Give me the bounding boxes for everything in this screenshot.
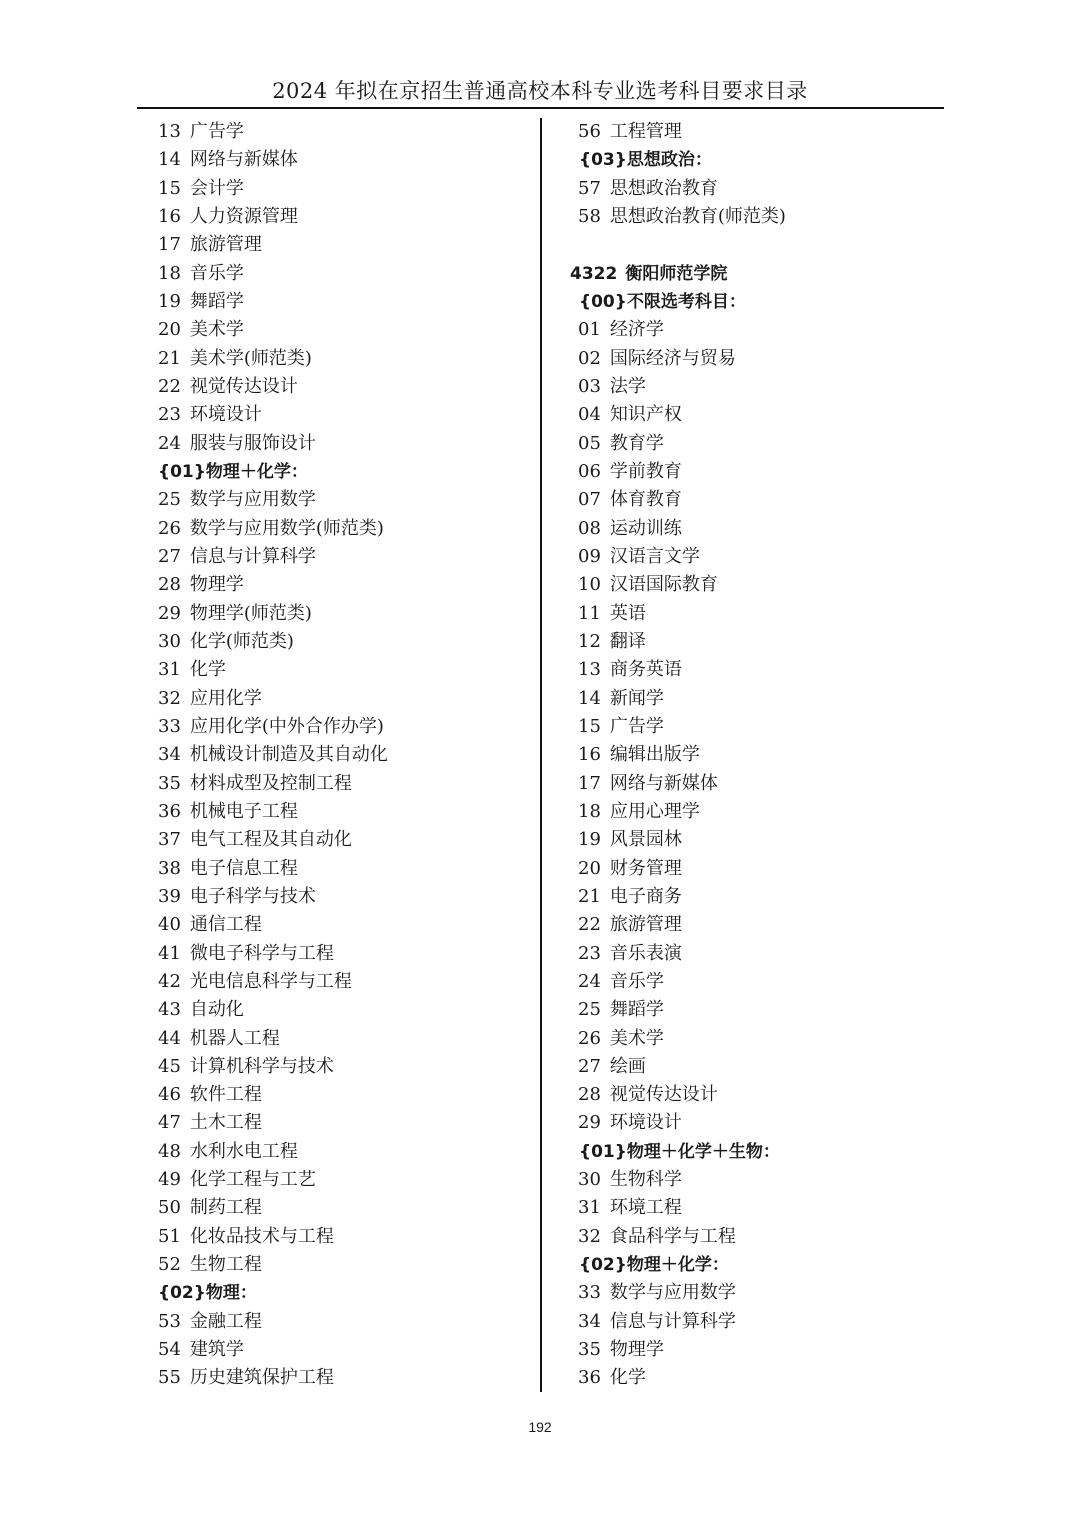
major-name: 历史建筑保护工程 xyxy=(189,1367,334,1389)
major-number: 16 xyxy=(158,205,181,227)
major-name: 思想政治教育 xyxy=(609,177,718,199)
page-number: 192 xyxy=(528,1419,552,1435)
major-name: 软件工程 xyxy=(189,1084,262,1106)
major-entry xyxy=(158,940,528,968)
major-entry xyxy=(570,1109,950,1137)
subject-group-heading: {01}物理＋化学＋生物： xyxy=(579,1141,780,1162)
major-name: 汉语言文学 xyxy=(609,545,700,567)
major-name: 经济学 xyxy=(609,319,664,341)
major-entry xyxy=(158,288,528,316)
major-entry xyxy=(158,345,528,373)
major-entry xyxy=(158,883,528,911)
major-entry xyxy=(570,911,950,939)
major-name: 音乐表演 xyxy=(609,942,682,964)
major-entry xyxy=(570,1223,950,1251)
major-entry xyxy=(158,1053,528,1081)
major-number: 22 xyxy=(578,914,601,936)
major-name: 自动化 xyxy=(189,999,244,1021)
major-name: 材料成型及控制工程 xyxy=(189,772,352,794)
major-name: 物理学(师范类) xyxy=(189,602,312,624)
major-entry xyxy=(570,996,950,1024)
major-number: 46 xyxy=(158,1084,181,1106)
major-entry xyxy=(570,515,950,543)
major-number: 25 xyxy=(158,489,181,511)
major-entry xyxy=(158,600,528,628)
major-entry xyxy=(570,685,950,713)
major-number: 29 xyxy=(158,602,181,624)
school-code: 4322 xyxy=(570,263,618,284)
major-entry xyxy=(570,203,950,231)
major-entry xyxy=(570,486,950,514)
major-name: 舞蹈学 xyxy=(189,290,244,312)
major-number: 14 xyxy=(578,687,601,709)
major-name: 音乐学 xyxy=(609,970,664,992)
major-entry xyxy=(570,1364,950,1392)
major-entry xyxy=(158,1025,528,1053)
major-entry xyxy=(158,911,528,939)
major-number: 31 xyxy=(578,1197,601,1219)
major-entry xyxy=(570,600,950,628)
major-number: 27 xyxy=(578,1055,601,1077)
major-entry xyxy=(158,1336,528,1364)
major-number: 42 xyxy=(158,970,181,992)
major-entry xyxy=(570,1308,950,1336)
major-number: 21 xyxy=(158,347,181,369)
major-number: 18 xyxy=(578,800,601,822)
major-name: 绘画 xyxy=(609,1055,646,1077)
major-name: 化妆品技术与工程 xyxy=(189,1225,334,1247)
title-rule xyxy=(137,107,944,109)
major-number: 16 xyxy=(578,744,601,766)
major-name: 旅游管理 xyxy=(609,914,682,936)
major-number: 06 xyxy=(578,460,601,482)
major-number: 53 xyxy=(158,1310,181,1332)
major-entry xyxy=(158,1251,528,1279)
major-entry xyxy=(570,458,950,486)
major-entry xyxy=(570,543,950,571)
major-entry xyxy=(158,1364,528,1392)
major-name: 思想政治教育(师范类) xyxy=(609,205,786,227)
major-entry xyxy=(570,430,950,458)
subject-group-heading: {01}物理＋化学： xyxy=(158,461,308,482)
major-number: 15 xyxy=(158,177,181,199)
major-name: 汉语国际教育 xyxy=(609,574,718,596)
major-entry xyxy=(570,798,950,826)
major-name: 电气工程及其自动化 xyxy=(189,829,352,851)
major-name: 应用化学(中外合作办学) xyxy=(189,715,384,737)
major-name: 微电子科学与工程 xyxy=(189,942,334,964)
major-number: 26 xyxy=(158,517,181,539)
major-name: 教育学 xyxy=(609,432,664,454)
major-number: 24 xyxy=(578,970,601,992)
major-name: 信息与计算科学 xyxy=(189,545,316,567)
major-number: 39 xyxy=(158,885,181,907)
major-number: 43 xyxy=(158,999,181,1021)
major-number: 27 xyxy=(158,545,181,567)
major-name: 工程管理 xyxy=(609,121,682,142)
major-number: 26 xyxy=(578,1027,601,1049)
page-title: 2024 年拟在京招生普通高校本科专业选考科目要求目录 xyxy=(272,79,808,103)
major-entry xyxy=(158,118,528,146)
major-name: 人力资源管理 xyxy=(189,205,298,227)
major-number: 28 xyxy=(578,1084,601,1106)
major-number: 31 xyxy=(158,659,181,681)
major-name: 信息与计算科学 xyxy=(609,1310,736,1332)
major-name: 网络与新媒体 xyxy=(189,149,298,171)
major-name: 体育教育 xyxy=(609,489,682,511)
major-number: 19 xyxy=(158,290,181,312)
major-entry xyxy=(570,118,950,146)
major-name: 音乐学 xyxy=(189,262,244,284)
major-name: 法学 xyxy=(609,375,646,397)
major-number: 45 xyxy=(158,1055,181,1077)
major-number: 24 xyxy=(158,432,181,454)
major-name: 舞蹈学 xyxy=(609,999,664,1021)
major-entry xyxy=(570,175,950,203)
major-number: 23 xyxy=(158,404,181,426)
major-name: 建筑学 xyxy=(189,1339,244,1361)
major-name: 网络与新媒体 xyxy=(609,772,718,794)
major-number: 47 xyxy=(158,1112,181,1134)
major-entry xyxy=(570,1025,950,1053)
major-entry xyxy=(158,628,528,656)
major-number: 22 xyxy=(158,375,181,397)
major-entry xyxy=(158,770,528,798)
major-number: 48 xyxy=(158,1140,181,1162)
major-name: 化学 xyxy=(189,659,226,681)
major-name: 制药工程 xyxy=(189,1197,262,1219)
major-number: 23 xyxy=(578,942,601,964)
major-number: 56 xyxy=(578,121,601,142)
major-number: 29 xyxy=(578,1112,601,1134)
major-number: 40 xyxy=(158,914,181,936)
major-name: 环境工程 xyxy=(609,1197,682,1219)
major-name: 国际经济与贸易 xyxy=(609,347,736,369)
major-name: 机械电子工程 xyxy=(189,800,298,822)
major-entry xyxy=(158,1166,528,1194)
major-name: 学前教育 xyxy=(609,460,682,482)
major-name: 金融工程 xyxy=(189,1310,262,1332)
major-name: 机器人工程 xyxy=(189,1027,280,1049)
major-number: 08 xyxy=(578,517,601,539)
major-number: 11 xyxy=(578,602,601,624)
major-number: 58 xyxy=(578,205,601,227)
major-name: 视觉传达设计 xyxy=(609,1084,718,1106)
left-column xyxy=(158,118,528,1393)
major-entry xyxy=(158,231,528,259)
major-entry xyxy=(158,515,528,543)
major-entry xyxy=(158,798,528,826)
subject-group-heading: {02}物理＋化学： xyxy=(579,1255,729,1276)
major-entry xyxy=(158,1223,528,1251)
major-number: 02 xyxy=(578,347,601,369)
major-entry xyxy=(570,628,950,656)
major-entry xyxy=(570,1081,950,1109)
major-entry xyxy=(570,1166,950,1194)
major-name: 知识产权 xyxy=(609,404,682,426)
major-number: 49 xyxy=(158,1169,181,1191)
major-name: 数学与应用数学 xyxy=(189,489,316,511)
major-number: 09 xyxy=(578,545,601,567)
major-entry xyxy=(570,656,950,684)
major-name: 水利水电工程 xyxy=(189,1140,298,1162)
major-number: 35 xyxy=(578,1339,601,1361)
major-entry xyxy=(570,401,950,429)
major-entry xyxy=(158,968,528,996)
major-number: 17 xyxy=(158,234,181,256)
major-number: 50 xyxy=(158,1197,181,1219)
major-entry xyxy=(570,1336,950,1364)
major-number: 03 xyxy=(578,375,601,397)
major-entry xyxy=(158,1109,528,1137)
major-number: 54 xyxy=(158,1339,181,1361)
major-number: 33 xyxy=(158,715,181,737)
major-name: 美术学 xyxy=(189,319,244,341)
major-number: 41 xyxy=(158,942,181,964)
major-entry xyxy=(158,685,528,713)
major-number: 20 xyxy=(578,857,601,879)
major-number: 57 xyxy=(578,177,601,199)
major-entry xyxy=(570,571,950,599)
major-entry xyxy=(158,373,528,401)
major-name: 通信工程 xyxy=(189,914,262,936)
major-number: 34 xyxy=(578,1310,601,1332)
major-number: 14 xyxy=(158,149,181,171)
major-entry xyxy=(158,855,528,883)
major-number: 05 xyxy=(578,432,601,454)
major-entry xyxy=(570,826,950,854)
major-entry xyxy=(158,1308,528,1336)
major-number: 33 xyxy=(578,1282,601,1304)
subject-group-heading: {02}物理： xyxy=(158,1283,257,1304)
major-entry xyxy=(158,430,528,458)
major-number: 07 xyxy=(578,489,601,511)
major-number: 44 xyxy=(158,1027,181,1049)
subject-group-heading: {03}思想政治： xyxy=(579,150,712,171)
column-divider xyxy=(540,118,542,1392)
major-name: 应用心理学 xyxy=(609,800,700,822)
major-number: 36 xyxy=(158,800,181,822)
major-name: 物理学 xyxy=(609,1339,664,1361)
major-name: 新闻学 xyxy=(609,687,664,709)
major-entry xyxy=(158,203,528,231)
major-name: 美术学(师范类) xyxy=(189,347,312,369)
major-entry xyxy=(158,260,528,288)
major-name: 物理学 xyxy=(189,574,244,596)
major-entry xyxy=(570,1194,950,1222)
major-entry xyxy=(158,316,528,344)
major-entry xyxy=(570,883,950,911)
major-name: 电子商务 xyxy=(609,885,682,907)
right-column xyxy=(570,118,950,1393)
major-number: 17 xyxy=(578,772,601,794)
major-name: 财务管理 xyxy=(609,857,682,879)
major-entry xyxy=(158,741,528,769)
major-number: 38 xyxy=(158,857,181,879)
school-heading xyxy=(570,260,950,288)
major-entry xyxy=(570,855,950,883)
blank-line xyxy=(570,231,950,259)
major-name: 数学与应用数学 xyxy=(609,1282,736,1304)
major-name: 运动训练 xyxy=(609,517,682,539)
major-entry xyxy=(158,486,528,514)
major-number: 12 xyxy=(578,630,601,652)
major-name: 化学工程与工艺 xyxy=(189,1169,316,1191)
major-name: 土木工程 xyxy=(189,1112,262,1134)
major-name: 应用化学 xyxy=(189,687,262,709)
major-name: 旅游管理 xyxy=(189,234,262,256)
major-entry xyxy=(158,1081,528,1109)
major-number: 21 xyxy=(578,885,601,907)
major-number: 13 xyxy=(158,121,181,142)
major-number: 51 xyxy=(158,1225,181,1247)
major-entry xyxy=(158,571,528,599)
subject-group-heading: {00}不限选考科目： xyxy=(579,291,746,312)
major-name: 机械设计制造及其自动化 xyxy=(189,744,388,766)
major-number: 04 xyxy=(578,404,601,426)
major-name: 服装与服饰设计 xyxy=(189,432,316,454)
major-number: 20 xyxy=(158,319,181,341)
major-entry xyxy=(570,713,950,741)
major-name: 广告学 xyxy=(189,121,244,142)
major-name: 会计学 xyxy=(189,177,244,199)
school-name: 衡阳师范学院 xyxy=(625,263,728,284)
major-name: 电子科学与技术 xyxy=(189,885,316,907)
major-name: 英语 xyxy=(609,602,646,624)
major-number: 18 xyxy=(158,262,181,284)
major-number: 36 xyxy=(578,1367,601,1389)
major-name: 化学 xyxy=(609,1367,646,1389)
major-number: 32 xyxy=(158,687,181,709)
major-entry xyxy=(570,968,950,996)
major-name: 电子信息工程 xyxy=(189,857,298,879)
major-entry xyxy=(570,1279,950,1307)
major-number: 13 xyxy=(578,659,601,681)
major-entry xyxy=(158,146,528,174)
major-number: 35 xyxy=(158,772,181,794)
major-entry xyxy=(158,401,528,429)
major-entry xyxy=(570,373,950,401)
major-number: 55 xyxy=(158,1367,181,1389)
major-number: 01 xyxy=(578,319,601,341)
major-name: 美术学 xyxy=(609,1027,664,1049)
major-name: 光电信息科学与工程 xyxy=(189,970,352,992)
major-name: 视觉传达设计 xyxy=(189,375,298,397)
major-entry xyxy=(158,713,528,741)
major-number: 28 xyxy=(158,574,181,596)
major-name: 编辑出版学 xyxy=(609,744,700,766)
major-entry xyxy=(158,175,528,203)
major-entry xyxy=(158,826,528,854)
major-number: 32 xyxy=(578,1225,601,1247)
major-name: 化学(师范类) xyxy=(189,630,294,652)
major-entry xyxy=(158,543,528,571)
major-entry xyxy=(158,656,528,684)
major-number: 34 xyxy=(158,744,181,766)
major-number: 19 xyxy=(578,829,601,851)
major-entry xyxy=(570,1053,950,1081)
major-number: 52 xyxy=(158,1254,181,1276)
major-entry xyxy=(570,770,950,798)
major-entry xyxy=(570,316,950,344)
major-number: 10 xyxy=(578,574,601,596)
major-name: 生物科学 xyxy=(609,1169,682,1191)
major-entry xyxy=(158,1138,528,1166)
major-number: 25 xyxy=(578,999,601,1021)
major-name: 商务英语 xyxy=(609,659,682,681)
major-name: 风景园林 xyxy=(609,829,682,851)
major-number: 30 xyxy=(158,630,181,652)
major-name: 环境设计 xyxy=(189,404,262,426)
major-entry xyxy=(570,741,950,769)
major-number: 30 xyxy=(578,1169,601,1191)
major-name: 生物工程 xyxy=(189,1254,262,1276)
major-name: 计算机科学与技术 xyxy=(189,1055,334,1077)
major-name: 数学与应用数学(师范类) xyxy=(189,517,384,539)
major-entry xyxy=(570,940,950,968)
major-number: 37 xyxy=(158,829,181,851)
major-name: 环境设计 xyxy=(609,1112,682,1134)
major-entry xyxy=(158,1194,528,1222)
major-entry xyxy=(570,345,950,373)
major-number: 15 xyxy=(578,715,601,737)
major-name: 翻译 xyxy=(609,630,646,652)
major-name: 广告学 xyxy=(609,715,664,737)
major-entry xyxy=(158,996,528,1024)
major-name: 食品科学与工程 xyxy=(609,1225,736,1247)
